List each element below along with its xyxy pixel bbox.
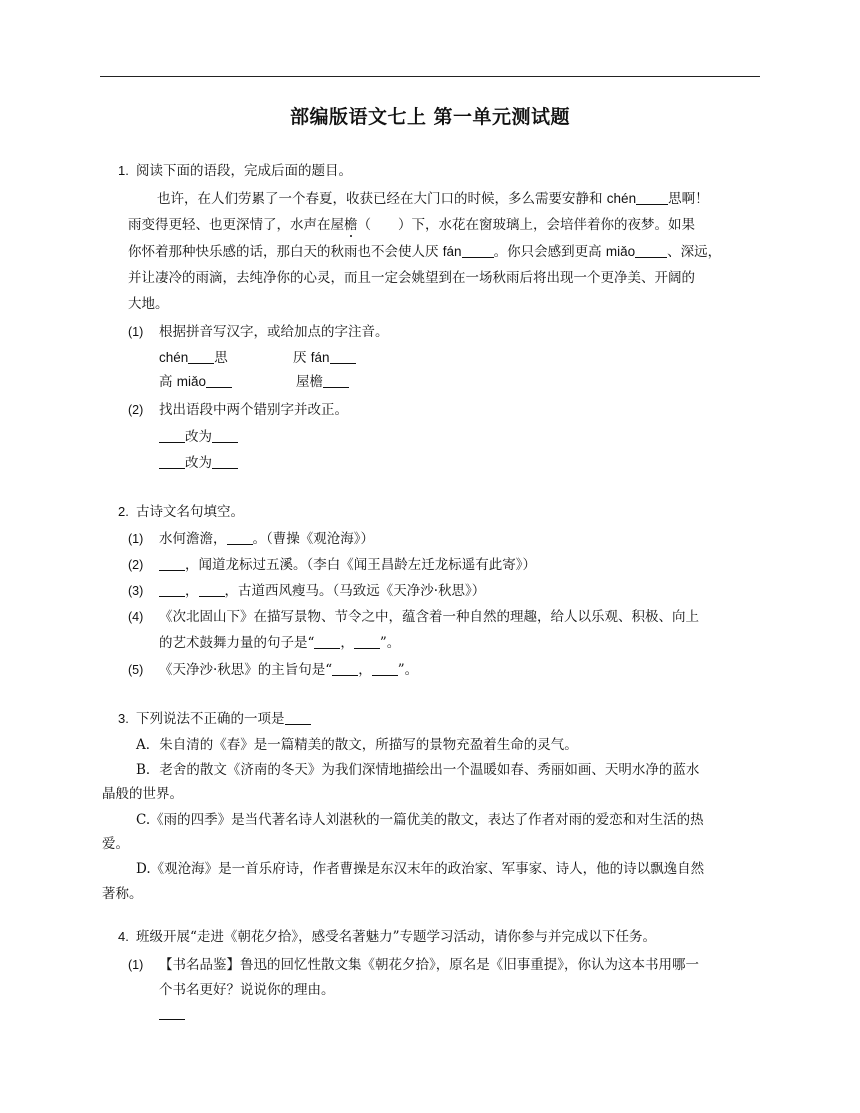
q1-number: 1. [118,163,129,178]
q1-sub2-fix-2: 改为 [159,453,238,473]
q1-sub1-chen: chén 思 [159,350,228,366]
q2-item-3-number: (3) [128,584,144,598]
q2-item-4-cont: 的艺术鼓舞力量的句子是“ ， ”。 [159,635,401,651]
answer-blank[interactable] [227,530,253,545]
q1-sub2-number: (2) [128,403,144,417]
q2-item-5-number: (5) [128,663,144,677]
answer-blank[interactable] [159,428,185,443]
answer-blank[interactable] [285,710,311,725]
q4-stem: 班级开展“走进《朝花夕拾》，感受名著魅力”专题学习活动，请你参与并完成以下任务。 [136,929,657,945]
answer-blank[interactable] [212,454,238,469]
answer-blank[interactable] [636,190,668,205]
q3-option-d: D.《观沧海》是一首乐府诗，作者曹操是东汉末年的政治家、军事家、诗人，他的诗以飘逸自然 [136,861,705,877]
q1-para-line-5: 大地。 [128,296,169,312]
q2-item-2-number: (2) [128,558,144,572]
answer-blank[interactable] [330,349,356,364]
header-rule [100,76,760,77]
q1-sub1-text: 根据拼音写汉字，或给加点的字注音。 [159,324,389,340]
answer-blank[interactable] [199,582,225,597]
q2-item-1: 水何澹澹， 。（曹操《观沧海》） [159,531,374,547]
answer-blank[interactable] [212,428,238,443]
q3-stem: 下列说法不正确的一项是 [136,709,311,729]
answer-blank[interactable] [159,454,185,469]
answer-blank[interactable] [635,243,667,258]
q1-sub1-fan: 厌 fán [293,348,356,368]
q3-number: 3. [118,711,129,726]
q3-option-c: C.《雨的四季》是当代著名诗人刘湛秋的一篇优美的散文，表达了作者对雨的爱恋和对生活的热 [136,812,704,828]
q2-item-4: 《次北固山下》在描写景物、节令之中，蕴含着一种自然的理趣，给人以乐观、积极、向上 [159,609,699,625]
q2-item-4-number: (4) [128,610,144,624]
q2-item-2: ，闻道龙标过五溪。（李白《闻王昌龄左迁龙标遥有此寄》） [159,555,536,575]
answer-blank[interactable] [332,661,358,676]
q2-item-3: ， ，古道西风瘦马。（马致远《天净沙·秋思》） [159,581,485,601]
q3-option-b: B．老舍的散文《济南的冬天》为我们深情地描绘出一个温暖如春、秀丽如画、天明水净的蓝水 [136,762,700,778]
q1-sub1-yan: 屋檐 [296,372,349,392]
q1-para-line-3: 你怀着那种快乐感的话，那白天的秋雨也不会使人厌 fán 。你只会感到更高 miǎo 、深远， [128,244,722,260]
q4-sub1-number: (1) [128,958,144,972]
answer-blank[interactable] [188,349,214,364]
q3-option-d-cont: 著称。 [102,886,143,902]
dotted-char: 檐 [344,217,358,233]
q1-sub1-number: (1) [128,325,144,339]
q1-sub2-fix-1: 改为 [159,427,238,447]
answer-blank[interactable] [314,634,340,649]
q4-sub1-text-cont: 个书名更好？说说你的理由。 [159,982,335,998]
q2-stem: 古诗文名句填空。 [136,504,244,520]
q4-answer-line [159,1004,185,1024]
q3-option-c-cont: 爱。 [102,836,129,852]
page-title: 部编版语文七上 第一单元测试题 [289,106,571,128]
q2-item-1-number: (1) [128,532,144,546]
answer-blank[interactable] [372,661,398,676]
answer-blank[interactable] [159,582,185,597]
q2-number: 2. [118,504,129,519]
q1-sub1-miao: 高 miǎo [159,372,232,392]
q1-para-line-4: 并让凄冷的雨滴，去纯净你的心灵，而且一定会姚望到在一场秋雨后将出现一个更净美、开阔的 [128,270,695,286]
answer-blank[interactable] [354,634,380,649]
answer-blank[interactable] [159,556,185,571]
q4-sub1-text: 【书名品鉴】鲁迅的回忆性散文集《朝花夕拾》，原名是《旧事重提》，你认为这本书用哪一 [159,957,699,973]
answer-blank[interactable] [462,243,494,258]
answer-blank[interactable] [323,373,349,388]
q1-para-line-2: 雨变得更轻、也更深情了，水声在屋檐（ ）下，水花在窗玻璃上，会培伴着你的夜梦。如果 [128,217,695,233]
answer-blank[interactable] [206,373,232,388]
answer-blank[interactable] [159,1005,185,1020]
q2-item-5: 《天净沙·秋思》的主旨句是“ ， ”。 [159,662,419,678]
q1-sub2-text: 找出语段中两个错别字并改正。 [159,402,348,418]
q1-stem: 阅读下面的语段，完成后面的题目。 [136,163,352,179]
q1-para-line-1: 也许，在人们劳累了一个春夏，收获已经在大门口的时候，多么需要安静和 chén 思啊！ [157,191,709,207]
q4-number: 4. [118,929,129,944]
q3-option-b-cont: 晶般的世界。 [102,786,183,802]
q3-option-a: A．朱自清的《春》是一篇精美的散文，所描写的景物充盈着生命的灵气。 [136,737,578,753]
